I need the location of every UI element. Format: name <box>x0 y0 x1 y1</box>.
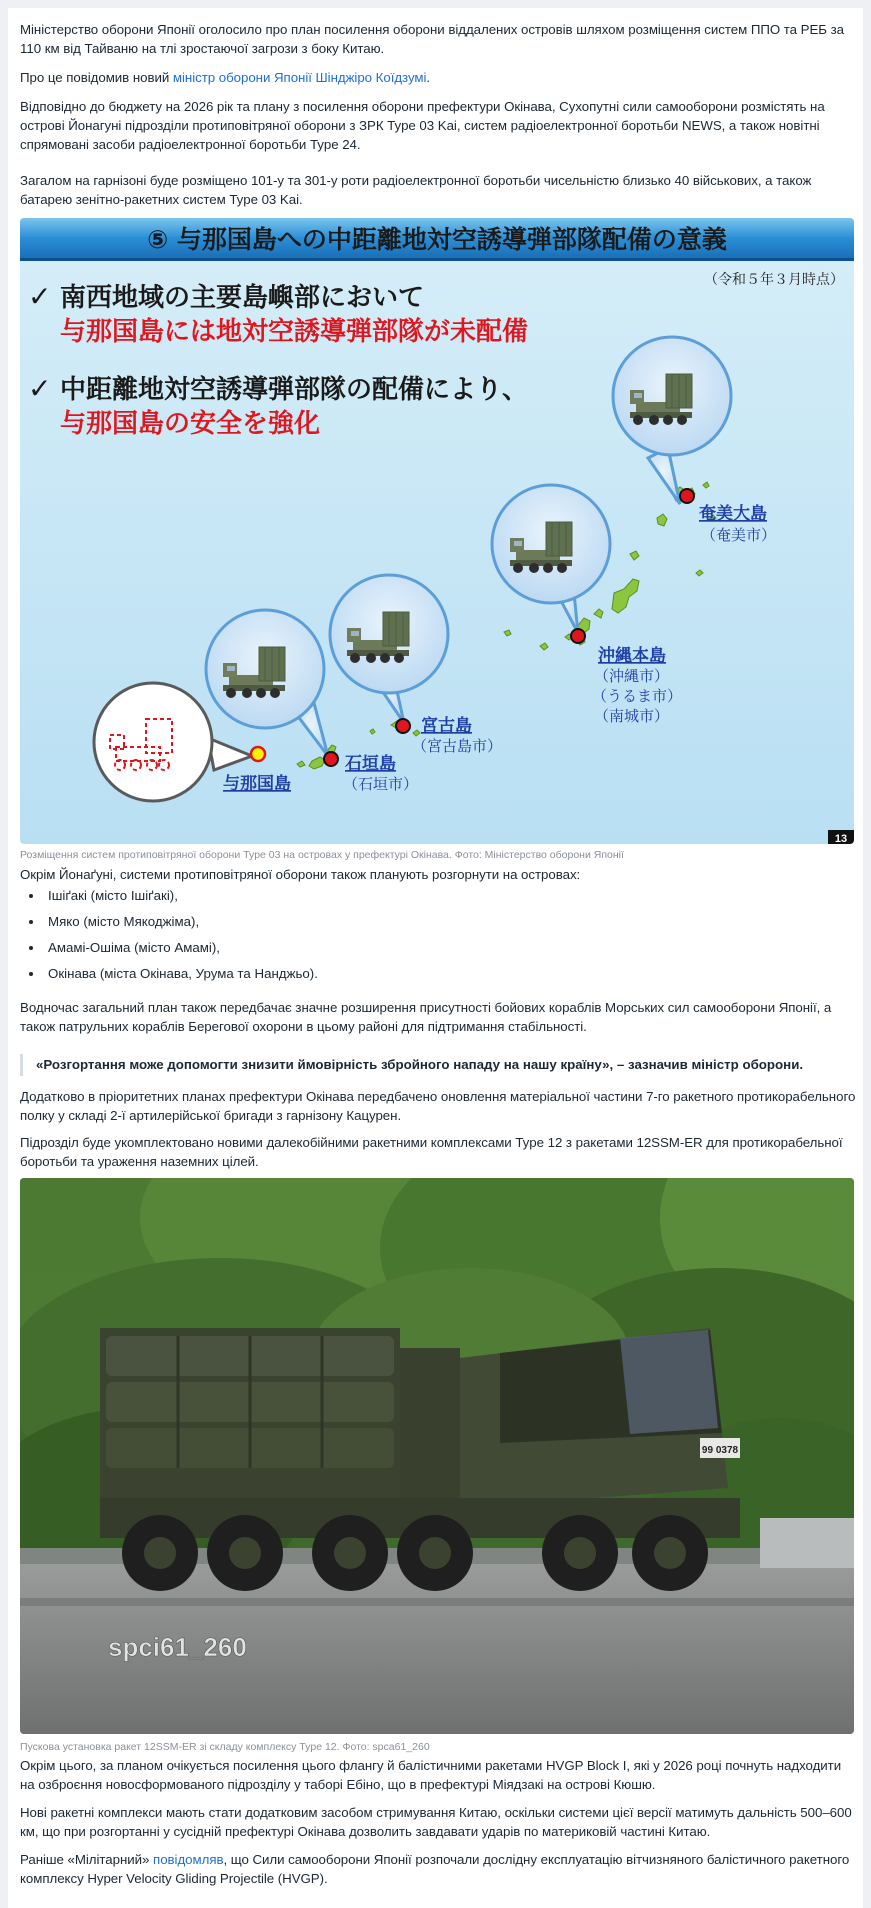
amami-city-label: （奄美市） <box>701 526 777 544</box>
minister-quote: «Розгортання може допомогти знизити ймовірність збройного нападу на нашу країну», – зазначив міністр оборони. <box>20 1054 863 1076</box>
islands-intro-paragraph: Окрім Йонаґуні, системи протиповітряної оборони також планують розгорнути на островах: <box>20 867 581 882</box>
miyako-label: 宮古島 <box>421 716 472 736</box>
miyako-city-label: （宮古島市） <box>412 737 503 755</box>
reported-link[interactable]: повідомляв <box>153 1852 224 1867</box>
ishigaki-label: 石垣島 <box>345 754 396 774</box>
earlier-text: Раніше «Мілітарний» <box>20 1852 154 1867</box>
amami-marker <box>680 489 694 503</box>
map-caption: Розміщення систем протиповітряної оборони Type 03 на островах у префектурі Окінава. Фото: Міністерство оборони Японії <box>20 849 624 861</box>
hvgp-paragraph: Окрім цього, за планом очікується посилення цього флангу й балістичними ракетами HVGP Block I, які у 2026 році почнуть надходити на озброєння новосформованого підрозділу у таборі Ебіно, що в префектурі Міядзакі на острові Кюшю. <box>20 1758 842 1792</box>
type12-paragraph: Підрозділ буде укомплектовано новими далекобійними ракетними комплексами Type 12 з ракетами 12SSM-ER для протикорабельної боротьби та ураження наземних цілей. <box>20 1135 843 1169</box>
okinawa-city3-label: （南城市） <box>594 707 670 725</box>
slide-page-number: 13 <box>834 833 848 844</box>
budget-paragraph: Відповідно до бюджету на 2026 рік та плану з посилення оборони префектури Окінава, Сухопутні сили самооборони розмістять на острові Йонагуні підрозділи протиповітряної оборони з ЗРК Type 03 Kai, систем радіоелектронної боротьби NEWS, а також новітні спрямовані засоби радіоелектронної боротьби Type 24. <box>20 99 825 152</box>
source-paragraph <box>20 68 858 87</box>
deterrence-paragraph: Нові ракетні комплекси мають стати додатковим засобом стримування Китаю, оскільки системи цієї версії матимуть дальність 500–600 км, що при розгортанні у сусідній префектурі Окінава дозволить завдавати ударів по материковій частині Китаю. <box>20 1805 852 1839</box>
check-mark-icon: ✓ <box>28 372 52 405</box>
minister-link[interactable]: міністр оборони Японії Шінджіро Коїдзумі <box>172 70 427 85</box>
okinawa-city1-label: （沖縄市） <box>594 667 670 685</box>
slide-date-note: （令和５年３月時点） <box>704 272 844 288</box>
list-item: • Мяко (місто Мякоджіма), <box>44 909 863 935</box>
check2-line1: 中距離地対空誘導弾部隊の配備により、 <box>60 375 529 405</box>
check2-line2: 与那国島の安全を強化 <box>60 409 321 439</box>
truck-plate: 99 0378 <box>701 1445 739 1456</box>
slide-title: ⑤ 与那国島への中距離地対空誘導弾部隊配備の意義 <box>147 225 727 254</box>
okinawa-label: 沖縄本島 <box>598 646 666 666</box>
ishigaki-city-label: （石垣市） <box>343 775 419 793</box>
source-text: Про це повідомив новий <box>20 70 173 85</box>
okinawa-marker <box>571 629 585 643</box>
launcher-photo <box>20 1178 854 1734</box>
garrison-paragraph: Загалом на гарнізоні буде розміщено 101-у та 301-у роти радіоелектронної боротьби чисельністю близько 40 військових, а також батарею зенітно-ракетних систем Type 03 Kai. <box>20 173 812 207</box>
check-mark-icon: ✓ <box>28 280 52 313</box>
yonaguni-label: 与那国島 <box>223 774 291 794</box>
earlier-text-end: , що Сили самооборони Японії розпочали дослідну експлуатацію вітчизняного балістичного ракетного комплексу Hyper Velocity Gliding Projectile (HVGP). <box>20 1852 850 1886</box>
launcher-truck <box>100 1328 740 1591</box>
check1-line1: 南西地域の主要島嶼部において <box>60 283 425 313</box>
yonaguni-marker <box>251 747 265 761</box>
list-item: • Амамі-Ошіма (місто Амамі), <box>44 935 863 961</box>
source-text-end: . <box>426 70 431 85</box>
launcher-photo-figure <box>20 1178 854 1734</box>
list-item: • Окінава (міста Окінава, Урума та Нанджьо). <box>44 961 863 987</box>
earlier-report-paragraph <box>20 1850 858 1888</box>
naval-paragraph: Водночас загальний план також передбачає значне розширення присутності бойових кораблів Морських сил самооборони Японії, а також патрульних кораблів Берегової охорони в цьому районі для підтримання стабільності. <box>20 1000 832 1034</box>
photo-watermark: spci61_260 <box>108 1632 247 1662</box>
amami-label: 奄美大島 <box>699 504 767 524</box>
intro-paragraph: Міністерство оборони Японії оголосило про план посилення оборони віддалених островів шляхом розміщення систем ППО та РЕБ за 110 км від Тайваню на тлі зростаючої загрози з боку Китаю. <box>20 22 845 56</box>
check1-line2: 与那国島には地対空誘導弾部隊が未配備 <box>60 317 529 347</box>
okinawa-city2-label: （うるま市） <box>592 687 683 705</box>
air-defense-map-image <box>20 218 854 844</box>
air-defense-map-figure <box>20 218 854 844</box>
list-item: • Ішіґакі (місто Ішіґакі), <box>44 883 863 909</box>
ishigaki-marker <box>324 752 338 766</box>
launcher-caption: Пускова установка ракет 12SSM-ER зі складу комплексу Type 12. Фото: spca61_260 <box>20 1741 430 1753</box>
miyako-marker <box>396 719 410 733</box>
islands-list <box>20 883 863 987</box>
article <box>8 8 863 1908</box>
regiment-paragraph: Додатково в пріоритетних планах префектури Окінава передбачено оновлення матеріальної частини 7-го ракетного протикорабельного полку у складі 2-ї артилерійської бригади з гарнізону Кацурен. <box>20 1089 856 1123</box>
